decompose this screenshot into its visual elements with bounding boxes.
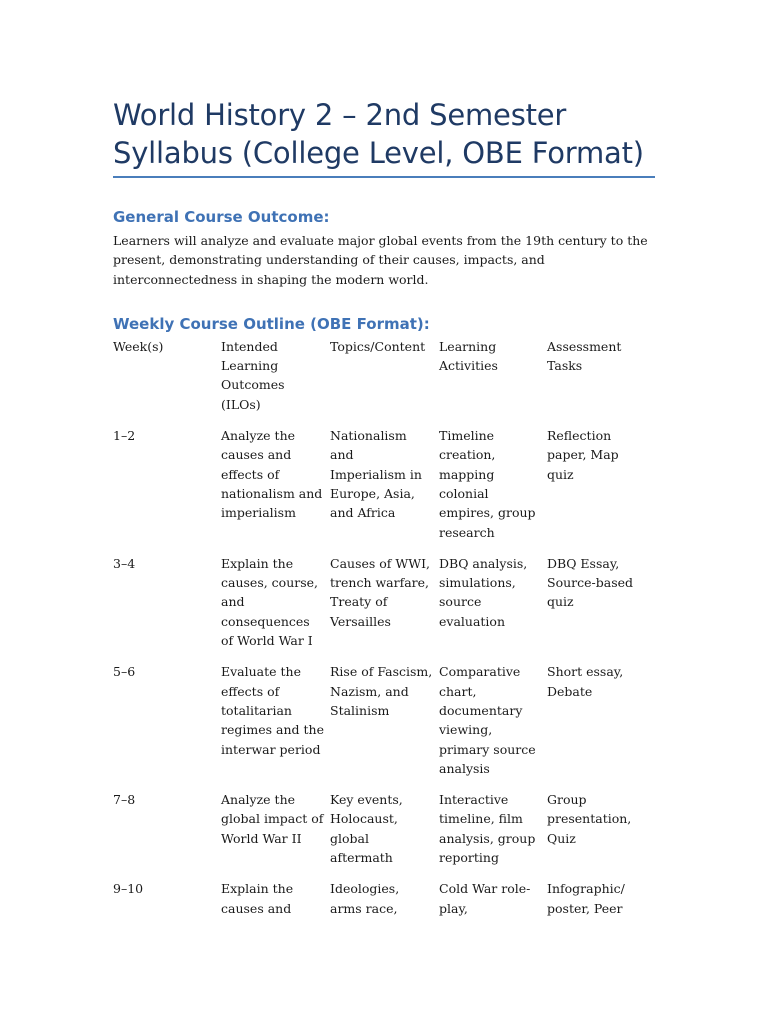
table-row bbox=[113, 426, 655, 554]
cell-week: 1–2 bbox=[113, 428, 136, 444]
table-header-row bbox=[113, 337, 655, 426]
cell-assessment: Infographic/ poster, Peer bbox=[547, 881, 625, 916]
cell-activities: Interactive timeline, film analysis, group reporting bbox=[439, 792, 536, 866]
general-outcome-heading: General Course Outcome: bbox=[113, 208, 330, 226]
document-title: World History 2 – 2nd Semester Syllabus (College Level, OBE Format) bbox=[113, 96, 655, 178]
cell-assessment: Short essay, Debate bbox=[547, 664, 624, 699]
cell-week: 7–8 bbox=[113, 792, 136, 808]
general-outcome-text: Learners will analyze and evaluate major global events from the 19th century to the present, demonstrating understanding of their causes, impacts, and interconnectedness in shaping the modern world. bbox=[113, 233, 648, 287]
cell-activities: DBQ analysis, simulations, source evaluation bbox=[439, 555, 528, 629]
header-ilos: Intended Learning Outcomes (ILOs) bbox=[221, 338, 285, 412]
table-row bbox=[113, 662, 655, 790]
cell-activities: Timeline creation, mapping colonial empires, group research bbox=[439, 428, 536, 540]
cell-ilo: Analyze the global impact of World War II bbox=[221, 792, 324, 846]
table-row bbox=[113, 790, 655, 879]
cell-ilo: Analyze the causes and effects of nationalism and imperialism bbox=[221, 428, 323, 521]
cell-topics: Rise of Fascism, Nazism, and Stalinism bbox=[330, 664, 433, 718]
cell-topics: Nationalism and Imperialism in Europe, Asia, and Africa bbox=[330, 428, 422, 521]
table-row bbox=[113, 879, 655, 930]
cell-topics: Ideologies, arms race, bbox=[330, 881, 400, 916]
cell-activities: Comparative chart, documentary viewing, primary source analysis bbox=[439, 664, 536, 776]
cell-ilo: Evaluate the effects of totalitarian regimes and the interwar period bbox=[221, 664, 324, 757]
cell-week: 9–10 bbox=[113, 881, 144, 897]
table-row bbox=[113, 554, 655, 662]
cell-week: 5–6 bbox=[113, 664, 136, 680]
cell-assessment: Group presentation, Quiz bbox=[547, 792, 632, 846]
header-topics: Topics/Content bbox=[330, 338, 426, 354]
cell-week: 3–4 bbox=[113, 555, 136, 571]
cell-assessment: Reflection paper, Map quiz bbox=[547, 428, 619, 482]
cell-ilo: Explain the causes, course, and consequences of World War I bbox=[221, 555, 319, 649]
header-week: Week(s) bbox=[113, 338, 164, 354]
cell-assessment: DBQ Essay, Source-based quiz bbox=[547, 555, 634, 610]
document-page bbox=[113, 96, 655, 930]
cell-activities: Cold War role-play, bbox=[439, 881, 531, 916]
header-activities: Learning Activities bbox=[439, 338, 498, 374]
cell-ilo: Explain the causes and bbox=[221, 881, 294, 916]
outline-heading: Weekly Course Outline (OBE Format): bbox=[113, 314, 430, 333]
header-assessment: Assessment Tasks bbox=[547, 338, 622, 374]
cell-topics: Key events, Holocaust, global aftermath bbox=[330, 792, 403, 866]
cell-topics: Causes of WWI, trench warfare, Treaty of Versailles bbox=[330, 555, 430, 629]
course-outline-table bbox=[113, 337, 655, 930]
